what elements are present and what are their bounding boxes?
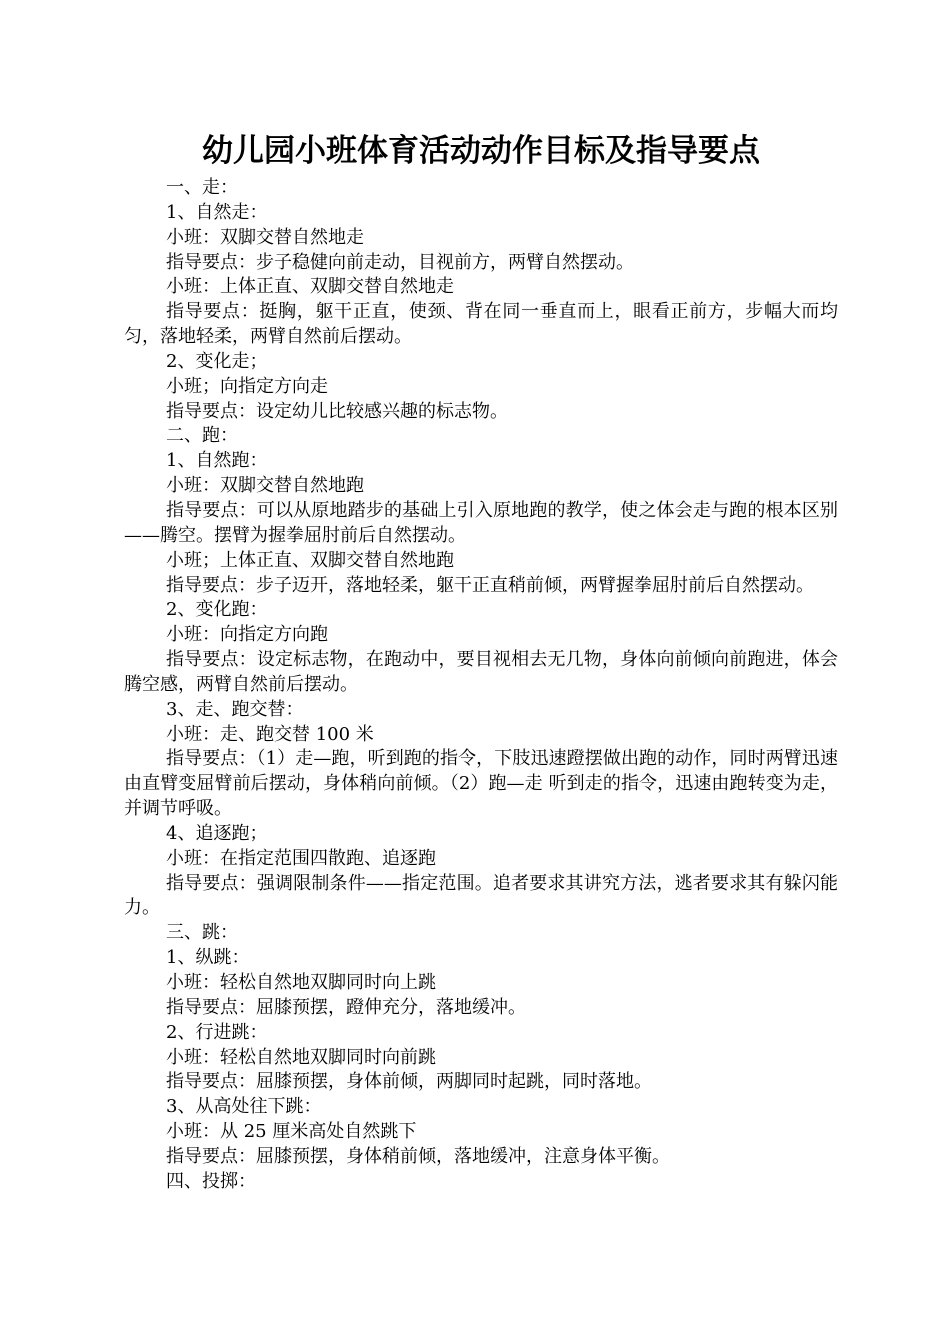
- goal-line: 小班：上体正直、双脚交替自然地走: [166, 276, 454, 298]
- guidance-line: 指导要点：屈膝预摆，蹬伸充分，落地缓冲。: [166, 996, 526, 1018]
- goal-line: 小班：在指定范围四散跑、追逐跑: [166, 847, 436, 869]
- subheading-forward-jump: 2、行进跳：: [166, 1021, 268, 1043]
- subheading-vertical-jump: 1、纵跳：: [166, 947, 250, 969]
- subheading-varied-run: 2、变化跑：: [166, 599, 268, 621]
- subheading-chase-run: 4、追逐跑；: [166, 822, 268, 844]
- subheading-natural-walk: 1、自然走：: [166, 201, 268, 223]
- subheading-jump-down: 3、从高处往下跳：: [166, 1096, 322, 1118]
- guidance-line: 指导要点：挺胸，躯干正直，使颈、背在同一垂直而上，眼看正前方，步幅大而均匀，落地轻柔，两臂自然前后摆动。: [124, 301, 838, 348]
- goal-line: 小班：双脚交替自然地走: [166, 226, 364, 248]
- guidance-line: 指导要点：设定标志物，在跑动中，要目视相去无几物，身体向前倾向前跑进，体会腾空感，两臂自然前后摆动。: [124, 649, 838, 695]
- guidance-line: 指导要点：步子迈开，落地轻柔，躯干正直稍前倾，两臂握拳屈肘前后自然摆动。: [166, 574, 814, 596]
- guidance-line: 指导要点：强调限制条件——指定范围。追者要求其讲究方法，逃者要求其有躲闪能力。: [124, 872, 838, 919]
- goal-line: 小班：轻松自然地双脚同时向上跳: [166, 972, 436, 993]
- goal-line: 小班：从 25 厘米高处自然跳下: [166, 1121, 417, 1143]
- goal-line: 小班：轻松自然地双脚同时向前跳: [166, 1046, 436, 1068]
- guidance-line: 指导要点：设定幼儿比较感兴趣的标志物。: [166, 400, 508, 422]
- guidance-line: 指导要点：屈膝预摆，身体稍前倾，落地缓冲，注意身体平衡。: [166, 1145, 670, 1167]
- goal-line: 小班；上体正直、双脚交替自然地跑: [166, 549, 454, 571]
- guidance-line: 指导要点：（1）走—跑，听到跑的指令，下肢迅速蹬摆做出跑的动作，同时两臂迅速由直臂变屈臂前后摆动，身体稍向前倾。（2）跑—走 听到走的指令，迅速由跑转变为走，并调节呼吸。: [124, 748, 838, 820]
- goal-line: 小班：走、跑交替 100 米: [166, 723, 374, 745]
- subheading-natural-run: 1、自然跑：: [166, 450, 268, 472]
- subheading-walk-run-alternate: 3、走、跑交替：: [166, 698, 304, 720]
- section-heading-jump: 三、跳：: [166, 922, 238, 944]
- document-body: [124, 176, 838, 1195]
- subheading-varied-walk: 2、变化走；: [166, 350, 268, 372]
- guidance-line: 指导要点：屈膝预摆，身体前倾，两脚同时起跳，同时落地。: [166, 1071, 652, 1093]
- document-page: [124, 126, 838, 1195]
- goal-line: 小班；向指定方向走: [166, 375, 328, 397]
- section-heading-run: 二、跑：: [166, 425, 238, 447]
- guidance-line: 指导要点：步子稳健向前走动，目视前方，两臂自然摆动。: [166, 251, 634, 273]
- goal-line: 小班：向指定方向跑: [166, 624, 328, 646]
- section-heading-throw: 四、投掷：: [166, 1170, 256, 1192]
- guidance-line: 指导要点：可以从原地踏步的基础上引入原地跑的教学，使之体会走与跑的根本区别——腾空。摆臂为握拳屈肘前后自然摆动。: [124, 499, 838, 546]
- goal-line: 小班：双脚交替自然地跑: [166, 475, 364, 497]
- document-title: 幼儿园小班体育活动动作目标及指导要点: [202, 133, 760, 169]
- section-heading-walk: 一、走：: [166, 177, 238, 198]
